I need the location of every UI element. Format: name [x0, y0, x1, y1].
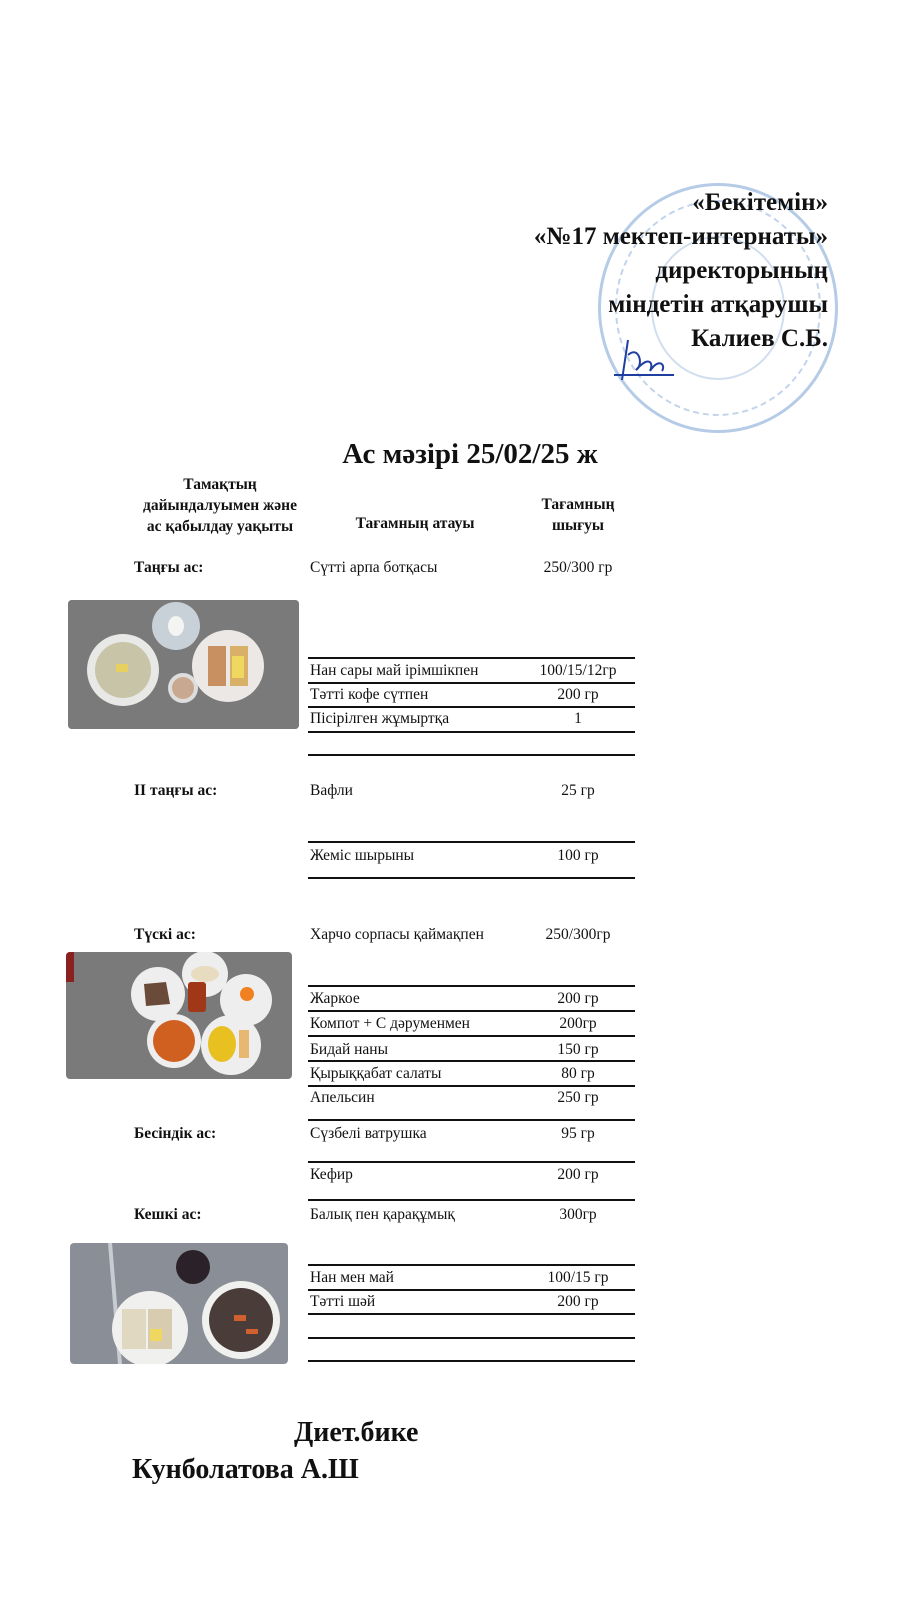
- meal-label-afternoon-snack: Бесіндік ас:: [134, 1125, 217, 1142]
- table-rule: [308, 682, 635, 684]
- dish-name: Апельсин: [310, 1089, 375, 1106]
- meal-label-lunch: Түскі ас:: [134, 926, 196, 943]
- table-rule: [308, 1010, 635, 1012]
- header-text: ас қабылдау уақыты: [146, 518, 294, 535]
- dish-portion: 250 гр: [557, 1089, 599, 1106]
- dish-portion: 1: [574, 710, 582, 727]
- table-rule: [308, 1119, 635, 1121]
- table-rule: [308, 1289, 635, 1291]
- breakfast-photo: [68, 600, 299, 729]
- approval-line-4: міндетін атқарушы: [608, 291, 828, 318]
- table-rule: [308, 841, 635, 843]
- table-rule: [308, 1060, 635, 1062]
- approval-block: [534, 186, 828, 356]
- table-rule: [308, 657, 635, 659]
- dish-name: Кефир: [310, 1166, 353, 1183]
- header-text: шығуы: [551, 517, 605, 534]
- dish-portion: 200 гр: [557, 1166, 599, 1183]
- dish-name: Сүтті арпа ботқасы: [310, 559, 438, 576]
- table-rule: [308, 985, 635, 987]
- dish-portion: 100/15/12гр: [539, 662, 617, 679]
- table-rule: [308, 1035, 635, 1037]
- header-text: дайындалуымен және: [142, 497, 297, 514]
- dish-portion: 95 гр: [561, 1125, 595, 1142]
- meal-label-breakfast: Таңғы ас:: [134, 559, 204, 576]
- dietitian-role: Диет.бике: [294, 1417, 419, 1448]
- table-rule: [308, 1085, 635, 1087]
- header-meal-time: [120, 474, 320, 537]
- dish-name: Жеміс шырыны: [310, 847, 415, 864]
- dish-portion: 200 гр: [557, 990, 599, 1007]
- table-rule: [308, 731, 635, 733]
- dish-portion: 150 гр: [557, 1041, 599, 1058]
- table-rule: [308, 877, 635, 879]
- dinner-photo: [70, 1243, 288, 1364]
- dish-portion: 100/15 гр: [547, 1269, 609, 1286]
- approval-line-1: «Бекітемін»: [692, 189, 828, 216]
- dish-name: Қырыққабат салаты: [310, 1065, 442, 1082]
- meal-label-dinner: Кешкі ас:: [134, 1206, 202, 1223]
- lunch-photo: [66, 952, 292, 1079]
- table-rule: [308, 1337, 635, 1339]
- dish-name: Нан сары май ірімшікпен: [310, 662, 479, 679]
- page-title: Ас мәзірі 25/02/25 ж: [342, 438, 598, 470]
- table-rule: [308, 706, 635, 708]
- approval-line-5: Калиев С.Б.: [691, 325, 828, 352]
- header-dish-name: Тағамның атауы: [355, 515, 475, 532]
- header-text: Тағамның: [541, 496, 615, 513]
- table-rule: [308, 1313, 635, 1315]
- dish-name: Компот + С дәруменмен: [310, 1015, 470, 1032]
- dish-portion: 100 гр: [557, 847, 599, 864]
- dish-portion: 80 гр: [561, 1065, 595, 1082]
- approval-line-3: директорының: [655, 257, 828, 284]
- dish-name: Сүзбелі ватрушка: [310, 1125, 427, 1142]
- dish-portion: 250/300гр: [545, 926, 611, 943]
- dish-name: Пісірілген жұмыртқа: [310, 710, 450, 727]
- meal-label-second-breakfast: ІІ таңғы ас:: [134, 782, 218, 799]
- dish-name: Харчо сорпасы қаймақпен: [310, 926, 484, 943]
- dish-name: Тәтті кофе сүтпен: [310, 686, 429, 703]
- dish-name: Нан мен май: [310, 1269, 394, 1286]
- dish-portion: 25 гр: [561, 782, 595, 799]
- dietitian-name: Кунболатова А.Ш: [132, 1454, 359, 1485]
- dish-name: Вафли: [310, 782, 353, 799]
- dish-portion: 250/300 гр: [543, 559, 613, 576]
- dish-name: Жаркое: [310, 990, 360, 1007]
- dish-name: Балық пен қарақұмық: [310, 1206, 455, 1223]
- header-text: Тамақтың: [183, 476, 257, 493]
- table-rule: [308, 1161, 635, 1163]
- dish-portion: 200 гр: [557, 1293, 599, 1310]
- header-portion: [520, 494, 636, 536]
- table-rule: [308, 1264, 635, 1266]
- table-rule: [308, 754, 635, 756]
- table-rule: [308, 1199, 635, 1201]
- dish-portion: 300гр: [559, 1206, 597, 1223]
- table-rule: [308, 1360, 635, 1362]
- dish-name: Тәтті шәй: [310, 1293, 376, 1310]
- approval-line-2: «№17 мектеп-интернаты»: [533, 223, 828, 250]
- dish-name: Бидай наны: [310, 1041, 389, 1058]
- dish-portion: 200 гр: [557, 686, 599, 703]
- dish-portion: 200гр: [559, 1015, 597, 1032]
